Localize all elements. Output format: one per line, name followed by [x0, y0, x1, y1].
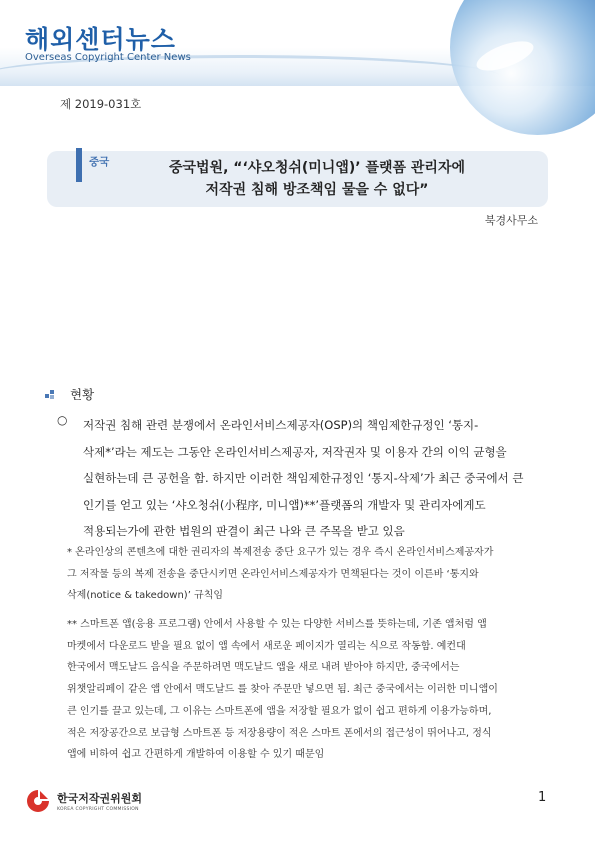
- globe-image: [450, 0, 595, 135]
- main-paragraph: [83, 412, 543, 545]
- article-title-line-2: 저작권 침해 방조책임 물을 수 없다”: [205, 182, 429, 198]
- paragraph-line: 삭제*’라는 제도는 그동안 온라인서비스제공자, 저작권자 및 이용자 간의 이익 균형을: [83, 444, 507, 459]
- footnote-line: 삭제(notice & takedown)’ 규칙임: [67, 590, 224, 601]
- paragraph-bullet: ○: [57, 413, 68, 427]
- paragraph-line: 저작권 침해 관련 분쟁에서 온라인서비스제공자(OSP)의 책임제한규정인 ‘통지-: [83, 418, 479, 432]
- title-accent-bar: [76, 148, 82, 182]
- footnote-1: [67, 542, 545, 607]
- org-name-english: KOREA COPYRIGHT COMMISSION: [57, 807, 139, 812]
- paragraph-line: 적용되는가에 관한 법원의 판결이 최근 나와 큰 주목을 받고 있음: [83, 524, 405, 538]
- section-heading-label: 현황: [70, 387, 95, 402]
- footnote-line: 위챗알리페이 같은 앱 안에서 맥도날드 를 찾아 주문만 넣으면 됨. 최근 중국에서는 이러한 미니앱이: [67, 684, 498, 696]
- paragraph-line: 실현하는데 큰 공헌을 함. 하지만 이러한 책임제한규정인 ‘통지-삭제’가 최근 중국에서 큰: [83, 471, 524, 485]
- footnote-line: 큰 인기를 끌고 있는데, 그 이유는 스마트폰에 앱을 저장할 필요가 없이 쉽고 편하게 이용가능하며,: [67, 705, 492, 717]
- footnote-line: 그 저작물 등의 복제 전송을 중단시키면 온라인서비스제공자가 면책된다는 것이 이른바 ‘통지와: [67, 568, 479, 580]
- newsletter-subtitle: Overseas Copyright Center News: [25, 52, 191, 63]
- footer-logo: [25, 788, 165, 822]
- footnote-2: [67, 614, 545, 766]
- country-tag: 중국: [89, 156, 110, 168]
- footnote-line: ** 스마트폰 앱(응용 프로그램) 안에서 사용할 수 있는 다양한 서비스를 뜻하는데, 기존 앱처럼 앱: [67, 619, 487, 630]
- office-name: 북경사무소: [484, 214, 538, 227]
- footnote-line: 마켓에서 다운로드 받을 필요 없이 앱 속에서 새로운 페이지가 열리는 식으로 작동함. 예컨대: [67, 640, 466, 652]
- page-number: 1: [538, 790, 547, 805]
- section-bullet-icon: [45, 390, 57, 400]
- korea-copyright-commission-logo-icon: [25, 788, 51, 814]
- article-title-box: [47, 151, 548, 207]
- paragraph-line: 인기를 얻고 있는 ‘샤오청쉬(小程序, 미니앱)**’플랫폼의 개발자 및 관리자에게도: [83, 497, 486, 512]
- org-name: 한국저작권위원회: [57, 792, 143, 805]
- newsletter-title: 해외센터뉴스: [25, 25, 176, 54]
- issue-number: 제 2019-031호: [60, 97, 142, 111]
- article-title-line-1: 중국법원, “‘샤오청쉬(미니앱)’ 플랫폼 관리자에: [168, 160, 465, 176]
- section-heading: [45, 385, 94, 403]
- header-banner: [0, 0, 595, 86]
- footnote-line: 앱에 비하여 쉽고 간편하게 개발하여 이용할 수 있기 때문임: [67, 749, 325, 761]
- footnote-line: 한국에서 맥도날드 음식을 주문하려면 맥도날드 앱을 새로 내려 받아야 하지만, 중국에서는: [67, 662, 460, 674]
- footnote-line: 적은 저장공간으로 보급형 스마트폰 등 저장용량이 적은 스마트 폰에서의 접근성이 뛰어나고, 정식: [67, 727, 492, 739]
- footnote-line: * 온라인상의 콘텐츠에 대한 권리자의 복제전송 중단 요구가 있는 경우 즉시 온라인서비스제공자가: [67, 547, 494, 558]
